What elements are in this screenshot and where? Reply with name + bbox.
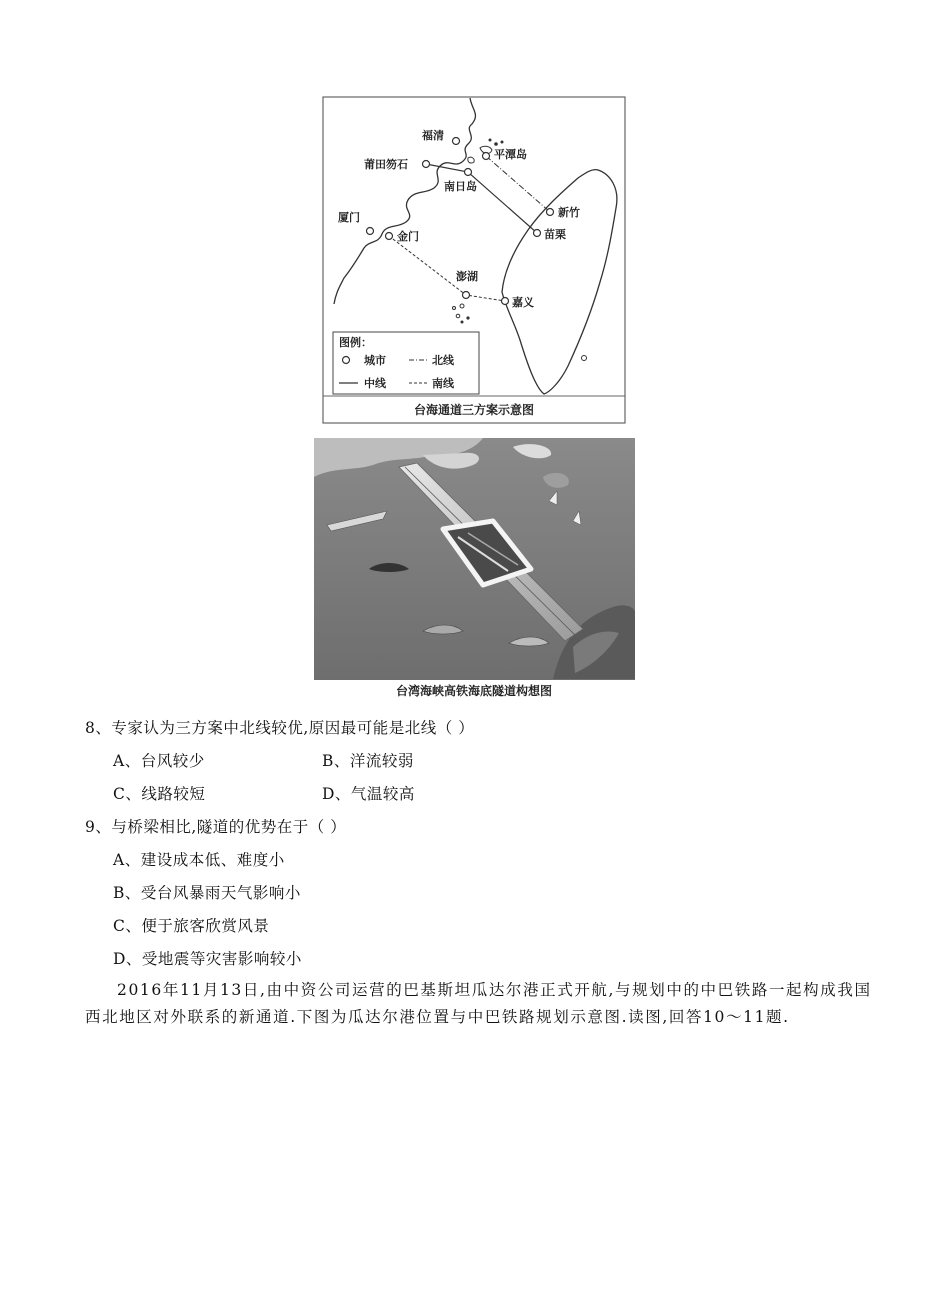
city-point (463, 292, 470, 299)
intro-paragraph (85, 977, 875, 1031)
tunnel-illustration-figure (313, 437, 636, 702)
question-9-stem: 9、与桥梁相比,隧道的优势在于（ ） (85, 818, 347, 836)
city-point (465, 169, 472, 176)
intro-text: 2016年11月13日,由中资公司运营的巴基斯坦瓜达尔港正式开航,与规划中的中巴铁路一起构成我国西北地区对外联系的新通道.下图为瓜达尔港位置与中巴铁路规划示意图.读图,回答10～11题. (85, 981, 872, 1026)
legend-south-line: 南线 (432, 377, 454, 390)
city-label-miaoli: 苗栗 (544, 228, 566, 241)
legend-title: 图例： (339, 336, 372, 349)
city-point (547, 209, 554, 216)
question-8-option-d: D、气温较高 (322, 785, 415, 803)
city-point (534, 230, 541, 237)
legend-middle-line: 中线 (364, 377, 386, 390)
city-point (483, 153, 490, 160)
question-8-option-a: A、台风较少 (113, 752, 205, 770)
figure1-caption: 台海通道三方案示意图 (413, 403, 535, 417)
city-point (386, 233, 393, 240)
city-label-xiamen: 厦门 (338, 211, 360, 224)
city-point (453, 138, 460, 145)
question-8-option-b: B、洋流较弱 (322, 752, 414, 770)
city-label-penghu: 澎湖 (456, 270, 478, 283)
city-label-xinzhu: 新竹 (558, 206, 580, 219)
city-point (423, 161, 430, 168)
city-label-fuqing: 福清 (422, 129, 444, 142)
question-8-stem: 8、专家认为三方案中北线较优,原因最可能是北线（ ） (85, 719, 475, 737)
city-point (502, 298, 509, 305)
city-label-pingtan: 平潭岛 (494, 148, 527, 161)
city-point (367, 228, 374, 235)
channel-map-figure (322, 96, 626, 424)
legend-city: 城市 (364, 354, 386, 367)
question-8-option-c: C、线路较短 (113, 785, 206, 803)
question-9-option-a: A、建设成本低、难度小 (113, 851, 285, 869)
question-9-option-c: C、便于旅客欣赏风景 (113, 917, 270, 935)
city-label-putian: 莆田笏石 (364, 158, 408, 171)
city-label-jinmen: 金门 (397, 230, 419, 243)
question-9-option-d: D、受地震等灾害影响较小 (113, 950, 302, 968)
legend-north-line: 北线 (432, 354, 454, 367)
city-label-nanri: 南日岛 (444, 180, 477, 193)
figure2-caption: 台湾海峡高铁海底隧道构想图 (395, 684, 553, 698)
city-label-jiayi: 嘉义 (512, 296, 534, 309)
question-9-option-b: B、受台风暴雨天气影响小 (113, 884, 301, 902)
